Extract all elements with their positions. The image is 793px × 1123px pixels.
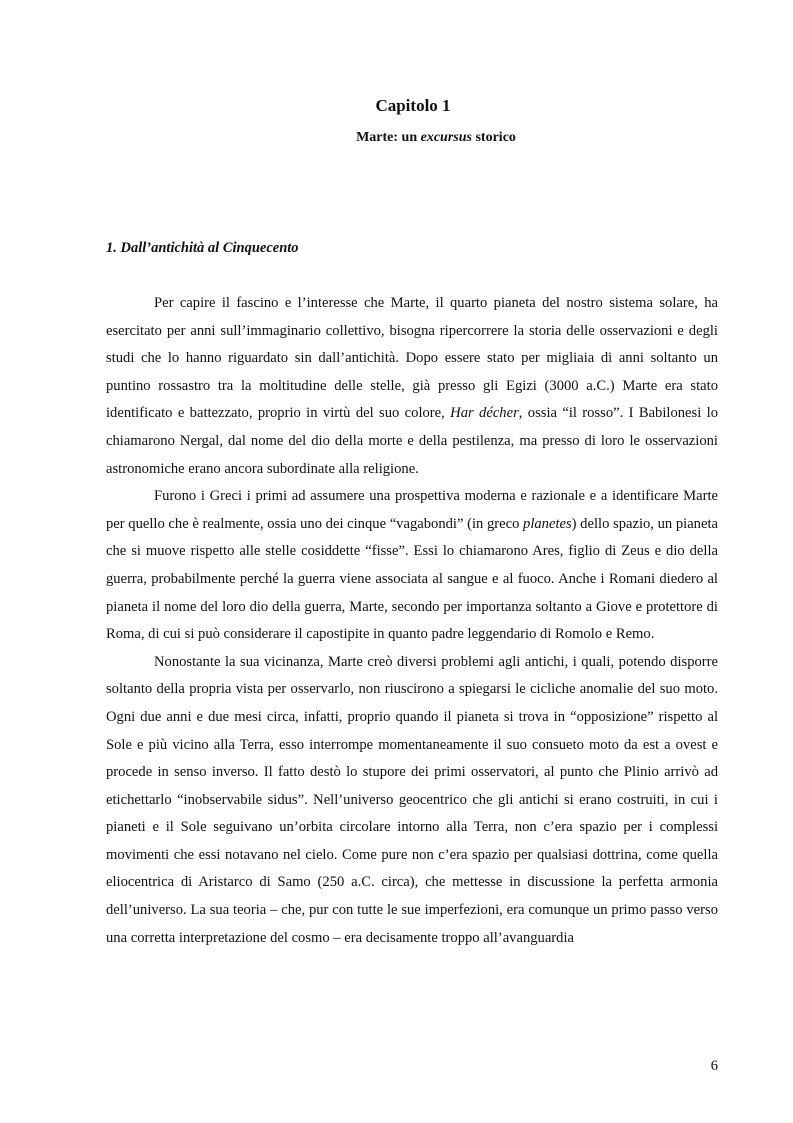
paragraph-2 — [106, 483, 718, 649]
chapter-title: Capitolo 1 — [375, 96, 451, 115]
paragraph-1-text-a: Per capire il fascino e l’interesse che Marte, il quarto pianeta del nostro sistema solare, ha esercitato per anni sull’immaginario collettivo, bisogna ripercorrere la storia delle osservazioni e degli studi che lo hanno riguardato sin dall’antichità. Dopo essere stato per migliaia di anni soltanto un puntino rossastro tra la moltitudine delle stelle, già presso gli Egizi (3000 a.C.) Marte era stato identificato e battezzato, proprio in virtù del suo colore, — [106, 295, 718, 422]
paragraph-2-text-b: ) dello spazio, un pianeta che si muove rispetto alle stelle cosiddette “fisse”. Essi lo chiamarono Ares, figlio di Zeus e dio della guerra, probabilmente perché la guerra viene associata al sangue e al fuoco. Anche i Romani diedero al pianeta il nome del loro dio della guerra, Marte, secondo per importanza soltanto a Giove e protettore di Roma, di cui si può considerare il capostipite in quanto padre leggendario di Romolo e Remo. — [106, 515, 718, 643]
chapter-subtitle-emphasis: excursus — [420, 130, 472, 145]
page-number: 6 — [710, 1058, 718, 1074]
paragraph-1-emphasis: Har décher — [450, 405, 519, 422]
body-text — [106, 290, 718, 952]
paragraph-1 — [106, 290, 718, 483]
paragraph-2-text-a: Furono i Greci i primi ad assumere una prospettiva moderna e razionale e a identificare Marte per quello che è realmente, ossia uno dei cinque “vagabondi” (in greco — [106, 488, 718, 532]
paragraph-3: Nonostante la sua vicinanza, Marte creò diversi problemi agli antichi, i quali, potendo disporre soltanto della propria vista per osservarlo, non riuscirono a spiegarsi le cicliche anomalie del suo moto. Ogni due anni e due mesi circa, infatti, proprio quando il pianeta si trova in “opposizione” rispetto al Sole e più vicino alla Terra, esso interrompe momentaneamente il suo consueto moto da est a ovest e procede in senso inverso. Il fatto destò lo stupore dei primi osservatori, al punto che Plinio arrivò ad etichettarlo “inobservabile sidus”. Nell’universo geocentrico che gli antichi si erano costruiti, in cui i pianeti e il Sole seguivano un’orbita circolare intorno alla Terra, non c’era spazio per i complessi movimenti che essi notavano nel cielo. Come pure non c’era spazio per qualsiasi dottrina, come quella eliocentrica di Aristarco di Samo (250 a.C. circa), che mettesse in discussione la perfetta armonia dell’universo. La sua teoria – che, pur con tutte le sue imperfezioni, era comunque un primo passo verso una corretta interpretazione del cosmo – era decisamente troppo all’avanguardia — [106, 653, 718, 946]
paragraph-2-emphasis: planetes — [523, 515, 572, 532]
section-heading: 1. Dall’antichità al Cinquecento — [106, 240, 299, 256]
chapter-subtitle-pre: Marte: un — [356, 130, 421, 145]
chapter-subtitle — [0, 128, 793, 148]
chapter-subtitle-post: storico — [471, 130, 516, 145]
paragraph-1-text-b: , ossia “il rosso”. I Babilonesi lo chiamarono Nergal, dal nome del dio della morte e della pestilenza, ma presso di loro le osservazioni astronomiche erano ancora subordinate alla religione. — [106, 405, 718, 477]
